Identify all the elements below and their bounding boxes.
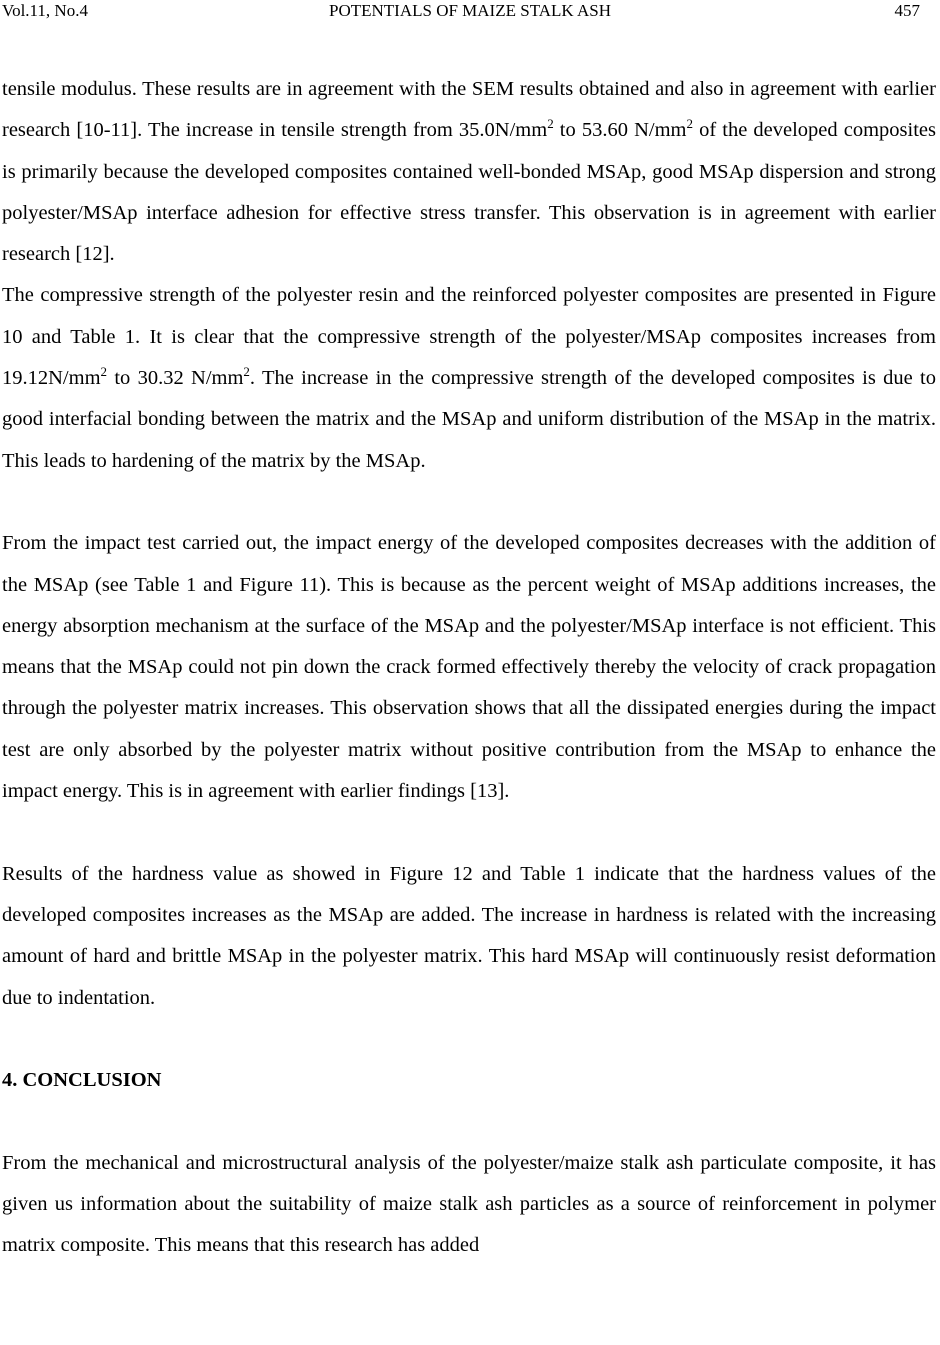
paragraph-conclusion: From the mechanical and microstructural analysis of the polyester/maize stalk ash particulate composite, it has given us information about the suitability of maize stalk ash particles as a source of reinforcement in polymer matrix composite. This means that this research has added bbox=[2, 1151, 936, 1257]
article-body bbox=[2, 69, 936, 1267]
paragraph-compressive: The compressive strength of the polyester resin and the reinforced polyester composites are presented in Figure 10 and Table 1. It is clear that the compressive strength of the polyester/MSAp composites increases from $19.12N/mm^2$ to 30.32 $N/mm^2$. The increase in the compressive strength of the developed composites is due to good interfacial bonding between the matrix and the MSAp and uniform distribution of the MSAp in the matrix. This leads to hardening of the matrix by the MSAp. bbox=[2, 284, 936, 472]
paragraph-impact: From the impact test carried out, the impact energy of the developed composites decreases with the addition of the MSAp (see Table 1 and Figure 11). This is because as the percent weight of MSAp additions increases, the energy absorption mechanism at the surface of the MSAp and the polyester/MSAp interface is not efficient. This means that the MSAp could not pin down the crack formed effectively thereby the velocity of crack propagation through the polyester matrix increases. This observation shows that all the dissipated energies during the impact test are only absorbed by the polyester matrix without positive contribution from the MSAp to enhance the impact energy. This is in agreement with earlier findings [13]. bbox=[2, 532, 936, 803]
paragraph-hardness: Results of the hardness value as showed in Figure 12 and Table 1 indicate that the hardness values of the developed composites increases as the MSAp are added. The increase in hardness is related with the increasing amount of hard and brittle MSAp in the polyester matrix. This hard MSAp will continuously resist deformation due to indentation. bbox=[2, 862, 936, 1009]
section-heading-conclusion: 4. CONCLUSION bbox=[2, 1069, 162, 1092]
volume-label: Vol.11, No.4 bbox=[2, 1, 88, 20]
paragraph-tensile: tensile modulus. These results are in agreement with the SEM results obtained and also in agreement with earlier research [10-11]. The increase in tensile strength from $35.0N/mm^2$ to 53.60 $N/mm^2$ of the developed composites is primarily because the developed composites contained well-bonded MSAp, good MSAp dispersion and strong polyester/MSAp interface adhesion for effective stress transfer. This observation is in agreement with earlier research [12]. bbox=[2, 78, 936, 266]
running-title: POTENTIALS OF MAIZE STALK ASH bbox=[329, 1, 611, 20]
running-header bbox=[0, 0, 940, 22]
page-number: 457 bbox=[894, 1, 920, 20]
